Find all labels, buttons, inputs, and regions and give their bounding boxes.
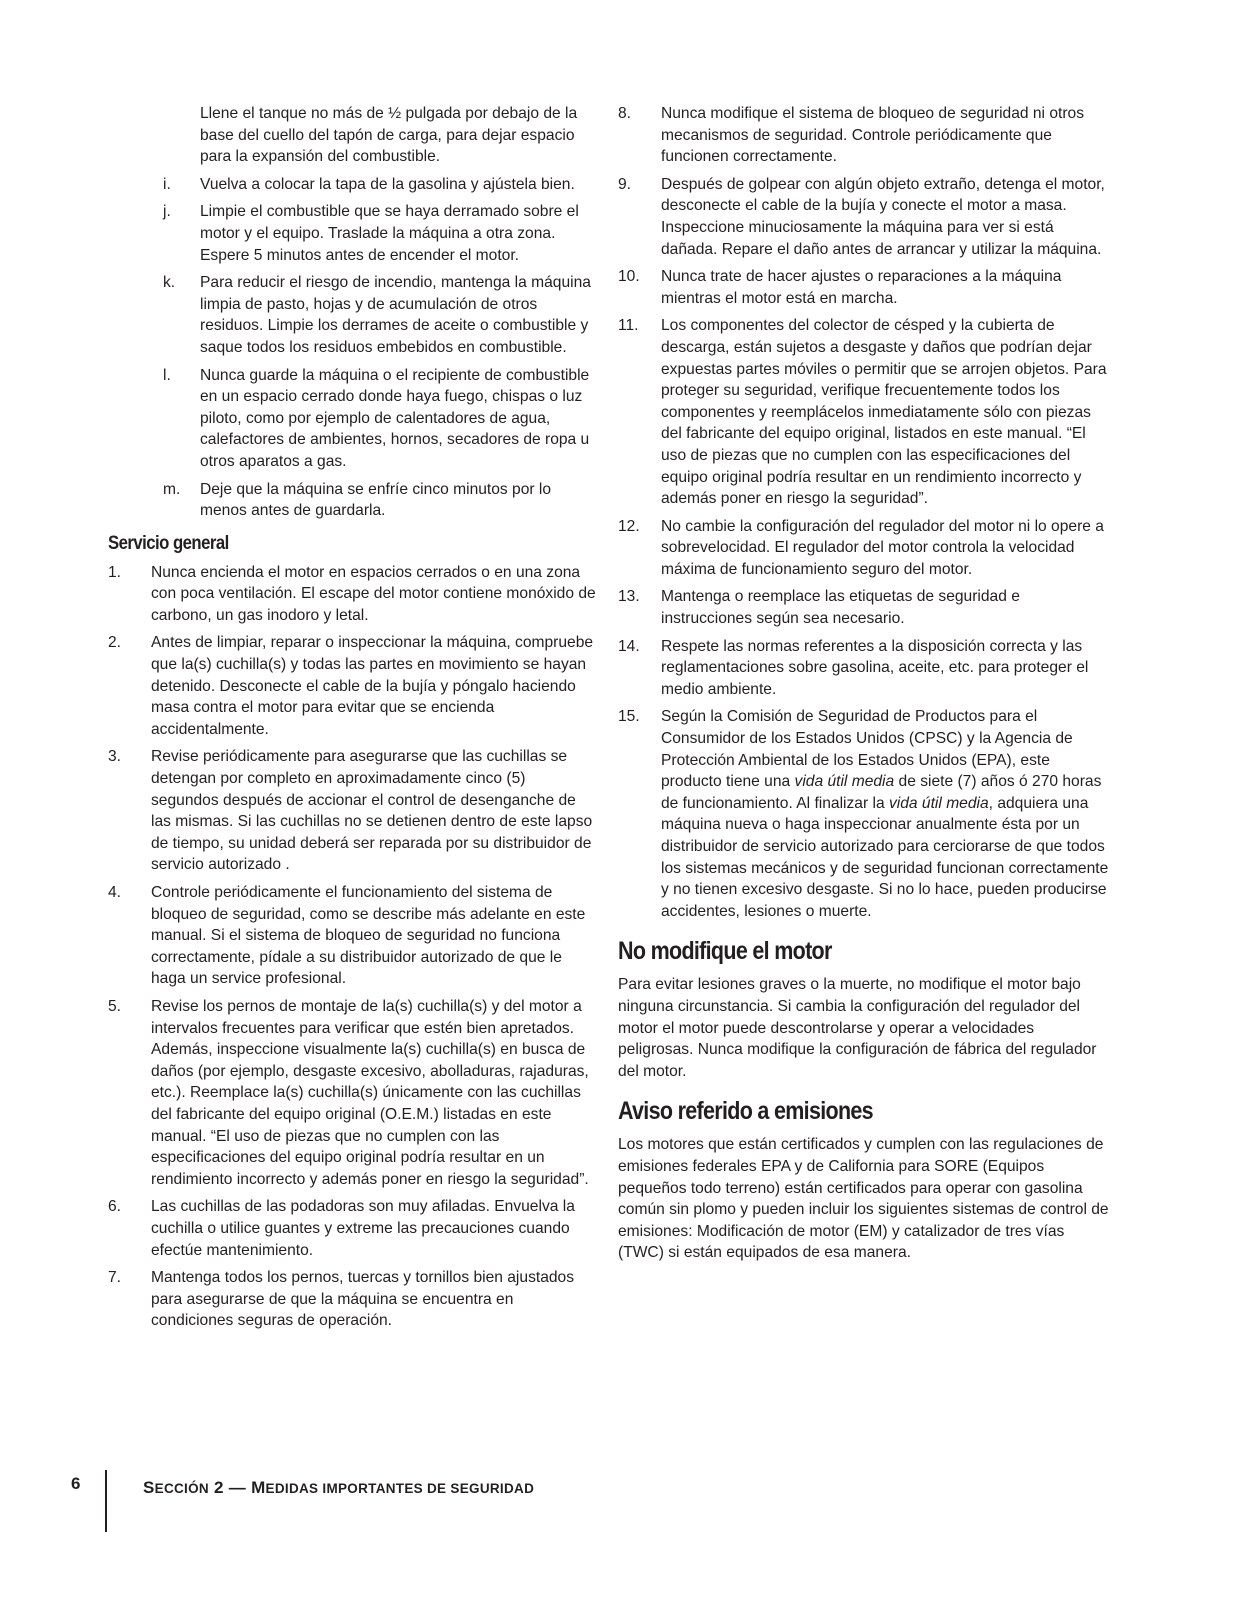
- servicio-general-list-continued: [618, 103, 1110, 922]
- item-text: Revise los pernos de montaje de la(s) cuchilla(s) y del motor a intervalos frecuentes para verificar que estén bien apretados. Además, inspeccione visualmente la(s) cuchilla(s) en busca de daños (por ejemplo, desgaste excesivo, abolladuras, rajaduras, etc.). Reemplace la(s) cuchilla(s) únicamente con las cuchillas del fabricante del equipo original (O.E.M.) listadas en este manual. “El uso de piezas que no cumplen con las especificaciones del equipo original podría resultar en un rendimiento incorrecto y además poner en riesgo la seguridad”.: [151, 997, 589, 1188]
- item-number: 4.: [108, 884, 122, 901]
- list-item: [163, 479, 596, 522]
- list-item: [618, 516, 1110, 581]
- item-text: Para reducir el riesgo de incendio, mantenga la máquina limpia de pasto, hojas y de acumulación de otros residuos. Limpie los derrames de aceite o combustible y saque todos los residuos embebidos en combustible.: [200, 274, 591, 356]
- left-column: [108, 103, 596, 1338]
- item-text: Respete las normas referentes a la disposición correcta y las reglamentaciones sobre gasolina, aceite, etc. para proteger el medio ambiente.: [661, 637, 1089, 698]
- item-text: Nunca modifique el sistema de bloqueo de seguridad ni otros mecanismos de seguridad. Controle periódicamente que funcionen correctamente.: [661, 105, 1085, 166]
- item-number: 13.: [618, 588, 640, 606]
- item-letter: j.: [163, 203, 171, 221]
- item-text-part: de siete (7) años ó 270 horas de funcionamiento. Al finalizar la: [661, 773, 1102, 812]
- item-number: 9.: [618, 175, 632, 193]
- small-caps-initial: S: [143, 1478, 155, 1497]
- item-text: Mantenga o reemplace las etiquetas de seguridad e instrucciones según sea necesario.: [661, 588, 1020, 628]
- list-item: [618, 266, 1110, 309]
- item-text: Vuelva a colocar la tapa de la gasolina y ajústela bien.: [200, 175, 575, 193]
- footer-section-title: [143, 1478, 534, 1498]
- list-item: [108, 882, 596, 990]
- section-heading-no-modifique-el-motor: No modifique el motor: [618, 937, 832, 966]
- emphasis-vida-util-media: vida útil media: [888, 794, 989, 812]
- item-text-part: Según la Comisión de Seguridad de Productos para el Consumidor de los Estados Unidos (CPSC) y la Agencia de Protección Ambiental de los Estados Unidos (EPA), este producto tiene una: [661, 708, 1073, 791]
- section-heading-servicio-general: Servicio general: [108, 532, 229, 554]
- list-item: [163, 201, 596, 266]
- section-number: 2 —: [208, 1478, 252, 1497]
- item-text: Nunca trate de hacer ajustes o reparaciones a la máquina mientras el motor está en marcha.: [661, 268, 1062, 307]
- item-letter: i.: [163, 175, 171, 193]
- fuel-instruction-continuation: Llene el tanque no más de ½ pulgada por debajo de la base del cuello del tapón de carga, para dejar espacio para la expansión del combustible.: [200, 105, 578, 166]
- item-letter: m.: [163, 480, 181, 498]
- item-text: [661, 706, 1110, 922]
- item-number: 12.: [618, 517, 640, 535]
- list-item: [618, 103, 1110, 168]
- item-number: 11.: [618, 317, 639, 335]
- no-modifique-el-motor-body: Para evitar lesiones graves o la muerte, no modifique el motor bajo ninguna circunstancia. Si cambia la configuración del regulador del motor el motor puede descontrolarse y operar a velocidades peligrosas. Nunca modifique la configuración de fábrica del regulador del motor.: [618, 976, 1097, 1080]
- list-item: [163, 272, 596, 358]
- item-number: 5.: [108, 997, 122, 1015]
- item-text: Revise periódicamente para asegurarse que las cuchillas se detengan por completo en aproximadamente cinco (5) segundos después de accionar el control de desenganche de las mismas. Si las cuchillas no se detienen dentro de este lapso de tiempo, su unidad deberá ser reparada por su distribuidor de servicio autorizado .: [151, 748, 593, 874]
- list-item: [163, 174, 596, 196]
- footer-divider: [105, 1470, 107, 1532]
- list-item: [618, 315, 1110, 509]
- item-text: Mantenga todos los pernos, tuercas y tornillos bien ajustados para asegurarse de que la máquina se encuentra en condiciones seguras de operación.: [151, 1269, 575, 1330]
- item-number: 6.: [108, 1198, 122, 1216]
- list-item: [108, 746, 596, 876]
- list-item: [108, 1196, 596, 1261]
- item-number: 7.: [108, 1269, 122, 1287]
- list-item: [618, 636, 1110, 701]
- page-number: 6: [71, 1474, 81, 1493]
- item-number: 3.: [108, 748, 122, 766]
- list-item: [108, 996, 596, 1190]
- item-number: 1.: [108, 563, 122, 581]
- emphasis-vida-util-media: vida útil media: [794, 773, 895, 791]
- item-text: Nunca guarde la máquina o el recipiente de combustible en un espacio cerrado donde haya fuego, chispas o luz piloto, como por ejemplo de calentadores de agua, calefactores de ambientes, hornos, secadores de ropa u otros aparatos a gas.: [200, 366, 590, 470]
- list-item: [108, 1267, 596, 1332]
- item-letter: k.: [163, 274, 176, 292]
- right-column: [618, 103, 1110, 1272]
- item-text: Nunca encienda el motor en espacios cerrados o en una zona con poca ventilación. El escape del motor contiene monóxido de carbono, un gas inodoro y letal.: [151, 563, 596, 624]
- small-caps-initial: M: [251, 1478, 266, 1497]
- list-item: [618, 586, 1110, 629]
- aviso-emisiones-body: Los motores que están certificados y cumplen con las regulaciones de emisiones federales EPA y de California para SORE (Equipos pequeños todo terreno) están certificados para operar con gasolina común sin plomo y pueden incluir los siguientes sistemas de control de emisiones: Modificación de motor (EM) y catalizador de tres vías (TWC) si están equipados de esa manera.: [618, 1136, 1109, 1262]
- small-caps-rest: EDIDAS IMPORTANTES DE SEGURIDAD: [265, 1481, 535, 1496]
- item-number: 10.: [618, 268, 640, 286]
- item-text: Las cuchillas de las podadoras son muy afiladas. Envuelva la cuchilla o utilice guantes y extreme las precauciones cuando efectúe mantenimiento.: [151, 1198, 575, 1259]
- item-text: Antes de limpiar, reparar o inspeccionar la máquina, compruebe que la(s) cuchilla(s) y todas las partes en movimiento se hayan detenido. Desconecte el cable de la bujía y póngalo haciendo masa contra el motor para evitar que se encienda accidentalmente.: [151, 634, 594, 738]
- item-text: Deje que la máquina se enfríe cinco minutos por lo menos antes de guardarla.: [200, 480, 552, 520]
- small-caps-rest: ECCIÓN: [154, 1481, 209, 1496]
- item-number: 8.: [618, 105, 632, 122]
- item-number: 2.: [108, 634, 122, 652]
- fuel-sub-list: [108, 174, 596, 522]
- list-item: [618, 174, 1110, 260]
- item-text-part: , adquiera una máquina nueva o haga inspeccionar anualmente ésta por un distribuidor de servicio autorizado para cerciorarse de que todos los sistemas mecánicos y de seguridad funcionan correctamente y no tienen excesivo desgaste. Si no lo hace, pueden producirse accidentes, lesiones o muerte.: [661, 794, 1109, 920]
- item-number: 15.: [618, 708, 640, 726]
- item-text: Después de golpear con algún objeto extraño, detenga el motor, desconecte el cable de la bujía y conecte el motor a masa. Inspeccione minuciosamente la máquina para ver si está dañada. Repare el daño antes de arrancar y utilizar la máquina.: [661, 175, 1105, 258]
- item-text: No cambie la configuración del regulador del motor ni lo opere a sobrevelocidad. El regulador del motor controla la velocidad máxima de funcionamiento seguro del motor.: [661, 517, 1104, 578]
- list-item: [618, 706, 1110, 922]
- page-footer: [0, 1470, 1237, 1540]
- item-letter: l.: [163, 366, 171, 384]
- list-item: [163, 365, 596, 473]
- list-item: [108, 632, 596, 740]
- section-heading-aviso-emisiones: Aviso referido a emisiones: [618, 1097, 873, 1126]
- item-text: Los componentes del colector de césped y la cubierta de descarga, están sujetos a desgaste y daños que podrían dejar expuestas partes móviles o permitir que se arrojen objetos. Para proteger su seguridad, verifique frecuentemente todos los componentes y reemplácelos inmediatamente sólo con piezas del fabricante del equipo original, listados en este manual. “El uso de piezas que no cumplen con las especificaciones del equipo original podría resultar en un rendimiento incorrecto y además poner en riesgo la seguridad”.: [661, 317, 1107, 508]
- list-item: [108, 562, 596, 627]
- item-text: Limpie el combustible que se haya derramado sobre el motor y el equipo. Traslade la máquina a otra zona. Espere 5 minutos antes de encender el motor.: [200, 203, 579, 264]
- servicio-general-list: [108, 562, 596, 1332]
- item-text: Controle periódicamente el funcionamiento del sistema de bloqueo de seguridad, como se describe más adelante en este manual. Si el sistema de bloqueo de seguridad no funciona correctamente, pídale a su distribuidor autorizado de que le haga un service profesional.: [151, 884, 586, 988]
- item-number: 14.: [618, 637, 640, 655]
